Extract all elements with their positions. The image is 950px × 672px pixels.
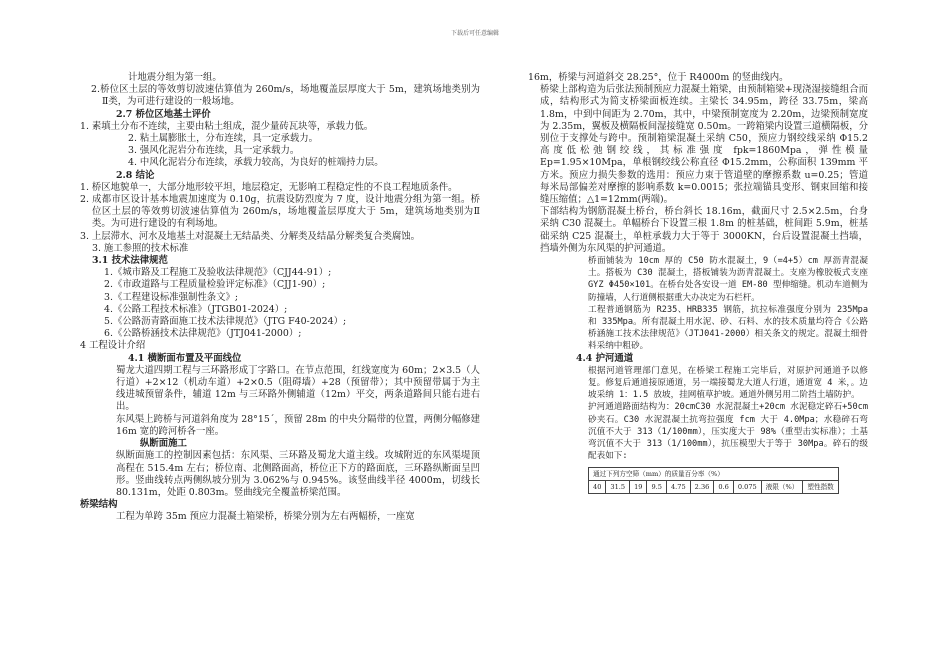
left-paragraph: 纵断面施工的控制因素包括：东风渠、三环路及蜀龙大道主线。攻城附近的东风渠堤顶高程在 515.4m 左右；桥位南、北侧路面高，桥位正下方的路面底，三环路纵断面呈凹形。竖曲线转点两侧纵坡分别为 3.062%与 0.945%。该竖曲线半径 4000m，切线长 80.131m，处距 0.803m。竖曲线完全覆盖桥梁范围。 xyxy=(116,450,480,498)
left-paragraph: 东风渠上跨桥与河道斜角度为 28°15´，预留 28m 的中央分隔带的位置，两侧分幅修建 16m 宽的跨河桥各一座。 xyxy=(116,413,480,437)
right-paragraph: 桥面铺装为 10cm 厚的 C50 防水混凝土，9（=4+5）cm 厚沥青混凝土。搭板为 C30 混凝土，搭板铺装为沥青混凝土。支座为橡胶板式支座 GYZ Φ450×101。在桥台处各安设一道 EM-80 型伸缩缝。机动车道侧为防撞墙，人行道侧根据重大办决定为石栏杆。 xyxy=(588,256,868,303)
table-cell: 液限（%） xyxy=(761,480,803,493)
left-paragraph: 3. 强风化泥岩分布连续，具一定承载力。 xyxy=(128,145,300,157)
right-paragraph: 工程普通钢筋为 R235、HRB335 钢筋，抗拉标准强度分别为 235Mpa 和 335Mpa。所有混凝土用水泥、砂、石料、水的技术质量均符合《公路桥涵施工技术法律规范》（JTJ041-2000）相关条文的规定。混凝土细骨料采纳中粗砂。 xyxy=(588,304,868,352)
table-cell: 0.075 xyxy=(733,480,761,493)
table-cell: 4.75 xyxy=(666,480,690,493)
left-paragraph: 2.7 桥位区地基土评价 xyxy=(116,108,211,120)
left-paragraph: 6.《公路桥涵技术法律规范》（JTJ041-2000）; xyxy=(104,328,302,340)
right-column xyxy=(528,72,868,494)
left-paragraph: 3. 上层滞水、河水及地基土对混凝土无结晶类、分解类及结晶分解类复合类腐蚀。 xyxy=(80,230,421,242)
left-paragraph: 2.《市政道路与工程质量检验评定标准》（CJJ1-90）; xyxy=(104,279,326,291)
left-paragraph: 2.8 结论 xyxy=(116,169,155,181)
page-header: 下载后可任意编辑 xyxy=(450,30,499,37)
left-paragraph: 2. 粘土属膨胀土，分布连续，具一定承载力。 xyxy=(128,133,319,145)
left-paragraph: 蜀龙大道四期工程与三环路形成丁字路口。在节点范围，红线宽度为 60m；2×3.5（人行道）+2×12（机动车道）+2×0.5（阻碍墙）+28（预留带）；其中预留带属于为主线进城预留条件，辅道 12m 与三环路外侧辅道（12m）平交，两条道路间只能右进右出。 xyxy=(116,364,480,413)
left-paragraph: 工程为单跨 35m 预应力混凝土箱梁桥，桥梁分别为左右两幅桥，一座宽 xyxy=(116,511,415,523)
left-paragraph: 1. 素填土分布不连续，主要由粘土组成，混少量砖瓦块等，承载力低。 xyxy=(80,120,374,132)
right-paragraph: 根据河道管理部门意见，在桥梁工程施工完毕后，对原护河通道予以修复。修复后通道接原通道，另一端接蜀龙大道人行道，通道宽 4 米，。边坡采纳 1：1.5 放坡，挂网植草护坡。通道外侧另用二阶挡土墙防护。 xyxy=(588,365,868,401)
right-paragraph: 下部结构为钢筋混凝土桥台，桥台斜长 18.16m，截面尺寸 2.5×2.5m，台身采纳 C30 混凝土。单幅桥台下设置三根 1.8m 的桩基础，桩间距 5.9m，桩基础采纳 C25 混凝土，单桩承载力大于等于 3000KN，台后设置混凝土挡墙，挡墙外侧为东风渠的护河通道。 xyxy=(540,206,868,254)
left-paragraph: 3.1 技术法律规范 xyxy=(92,255,168,267)
table-cell: 0.6 xyxy=(714,480,734,493)
left-paragraph: 2. 成都市区设计基本地震加速度为 0.10g，抗震设防烈度为 7 度，设计地震分组为第一组。桥位区土层的等效剪切波速估算值为 260m/s，场地覆盖层厚度大于 5m，建筑场地类别为Ⅱ类。为可进行建设的有利场地。 xyxy=(80,194,480,230)
right-paragraph: 4.4 护河通道 xyxy=(576,352,634,364)
left-paragraph: 4. 中风化泥岩分布连续，承载力较高，为良好的桩端持力层。 xyxy=(128,157,384,169)
left-paragraph: 5.《公路沥青路面施工技术法律规范》（JTG F40-2024）; xyxy=(104,316,347,328)
right-paragraph: 桥梁上部构造为后张法预制预应力混凝土箱梁，由预制箱梁+现浇湿接缝组合而成，结构形式为简支桥梁面板连续。主梁长 34.95m，跨径 33.75m，梁高 1.8m，中到中间距为 2.70m，其中，中梁预制宽度为 2.20m，边梁预制宽度为 2.35m，翼板及横隔板间湿接缝宽 0.50m。一跨箱梁内设置三道横隔板，分别位于支撑处与跨中。预制箱梁混凝土采纳 C50，预应力钢绞线采纳 Φ15.2 高度低松弛钢绞线，其标准强度 fpk=1860Mpa，弹性模量 Ep=1.95×10Mpa，单根钢绞线公称直径 Φ15.2mm，公称面积 139mm 平方米。预应力损失参数的选用：预应力束于管道壁的摩擦系数 u=0.25；管道每米局部偏差对摩擦的影响系数 k=0.0015；张拉端锚具变形、钢束回缩和接缝压缩值；△1=12mm(两端)。 xyxy=(540,84,868,206)
left-paragraph: 3. 施工参照的技术标准 xyxy=(92,242,189,254)
left-paragraph: 1. 桥区地貌单一，大部分地形较平坦，地层稳定，无影响工程稳定性的不良工程地质条件。 xyxy=(80,181,458,193)
left-paragraph: 4 工程设计介绍 xyxy=(80,340,146,352)
table-cell: 9.5 xyxy=(647,480,667,493)
table-cell: 19 xyxy=(630,480,647,493)
table-cell: 塑性指数 xyxy=(803,480,838,493)
right-paragraph: 护河通道路面结构为：20cmC30 水泥混凝土+20cm 水泥稳定碎石+50cm 砂夹石。C30 水泥混凝土抗弯拉强度 fcm 大于 4.0Mpa；水稳碎石弯沉值不大于 313（1/100mm），压实度大于 98%（重型击实标准）；土基弯沉值不大于 313（1/100mm），抗压模型大于等于 30Mpa。碎石的级配表如下: xyxy=(588,402,868,462)
table-cell: 40 xyxy=(589,480,606,493)
left-paragraph: 3.《工程建设标准强制性条文》; xyxy=(104,291,238,303)
gradation-table-caption: 通过下列方空筛（mm）的质量百分率（%） xyxy=(589,467,839,480)
table-cell: 31.5 xyxy=(606,480,630,493)
left-paragraph: 1.《城市路及工程施工及验收法律规范》（CJJ44-91）; xyxy=(104,267,332,279)
left-paragraph: 4.1 横断面布置及平面线位 xyxy=(128,352,242,364)
left-paragraph: 纵断面施工 xyxy=(140,438,187,450)
left-column xyxy=(80,72,480,524)
left-paragraph: 桥梁结构 xyxy=(80,499,118,511)
gradation-table-row xyxy=(589,480,839,493)
left-paragraph: 计地震分组为第一组。 xyxy=(128,72,222,83)
left-paragraph: 2.桥位区土层的等效剪切波速估算值为 260m/s，场地覆盖层厚度大于 5m，建筑场地类别为Ⅱ类，为可进行建设的一般场地。 xyxy=(91,84,480,108)
right-paragraph: 16m，桥梁与河道斜交 28.25°，位于 R4000m 的竖曲线内。 xyxy=(528,72,789,83)
left-paragraph: 4.《公路工程技术标准》（JTGB01-2024）; xyxy=(104,303,288,315)
table-cell: 2.36 xyxy=(690,480,714,493)
right-column-text xyxy=(528,72,868,463)
gradation-table xyxy=(588,467,839,494)
